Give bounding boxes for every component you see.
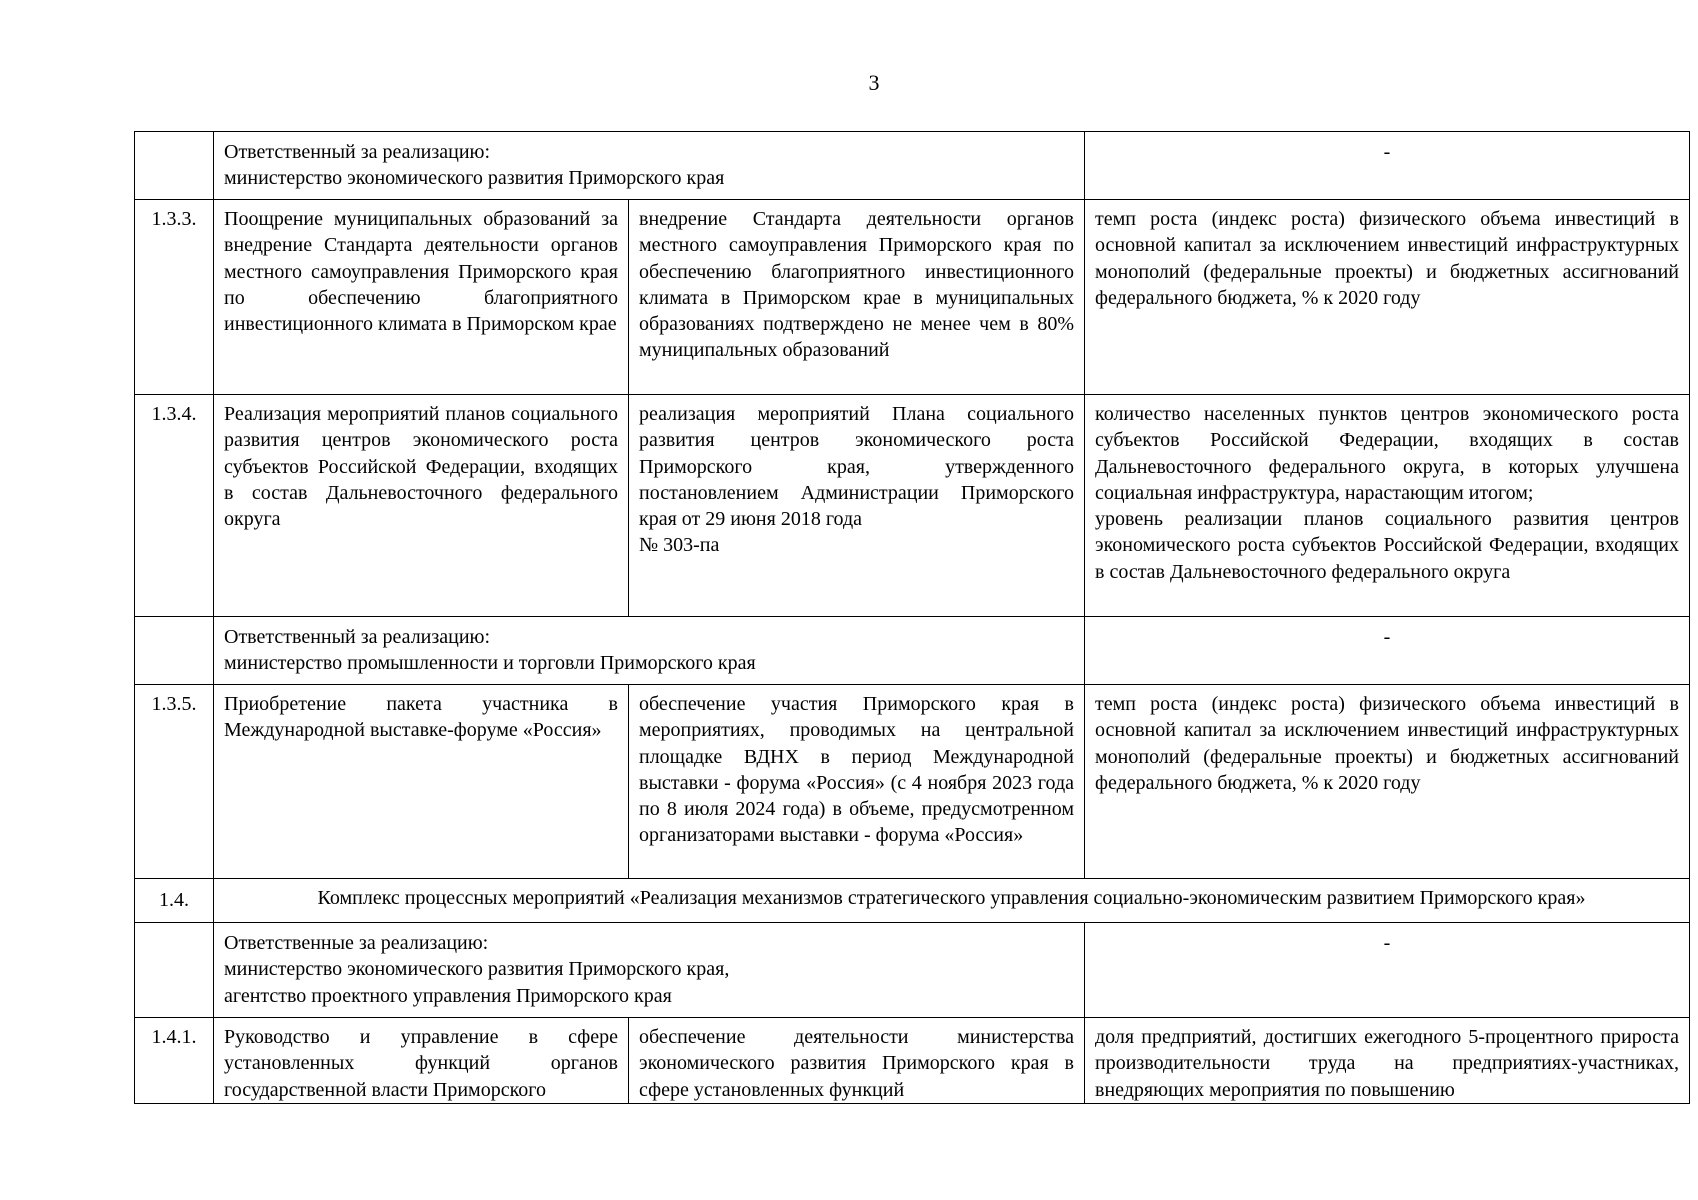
responsible-row xyxy=(135,923,1690,1018)
item-number: 1.3.4. xyxy=(135,395,214,617)
number-cell-empty xyxy=(135,132,214,200)
item-number: 1.3.5. xyxy=(135,685,214,879)
section-row xyxy=(135,879,1690,923)
responsible-cell xyxy=(214,617,1085,685)
number-cell-empty xyxy=(135,617,214,685)
result-decree-number: № 303-па xyxy=(639,534,720,557)
section-title: Комплекс процессных мероприятий «Реализация механизмов стратегического управления социально-экономическим развитием Приморского края» xyxy=(214,879,1690,923)
result-cell: обеспечение деятельности министерства экономического развития Приморского края в сфере установленных функций xyxy=(629,1018,1085,1104)
indicator-text-2: уровень реализации планов социального развития центров экономического роста субъектов Российской Федерации, входящих в состав Дальневосточного федерального округа xyxy=(1095,508,1679,583)
indicator-text-1: количество населенных пунктов центров экономического роста субъектов Российской Федерации, входящих в состав Дальневосточного федерального округа, в которых улучшена социальная инфраструктура, нарастающим итогом; xyxy=(1095,403,1679,504)
responsible-label: Ответственный за реализацию: xyxy=(224,626,491,648)
indicator-dash: - xyxy=(1085,132,1690,200)
activity-cell: Приобретение пакета участника в Международной выставке-форуме «Россия» xyxy=(214,685,629,879)
responsible-org: министерство промышленности и торговли Приморского края xyxy=(224,652,756,675)
table-row xyxy=(135,685,1690,879)
responsible-org: агентство проектного управления Приморского края xyxy=(224,984,672,1007)
section-number: 1.4. xyxy=(135,879,214,923)
result-cell xyxy=(629,395,1085,617)
indicator-cell: доля предприятий, достигших ежегодного 5-процентного прироста производительности труда на предприятиях-участниках, внедряющих мероприятия по повышению xyxy=(1085,1018,1690,1104)
result-text: реализация мероприятий Плана социального развития центров экономического роста Приморского края, утвержденного постановлением Администрации Приморского края от 29 июня 2018 года xyxy=(639,403,1074,531)
indicator-cell xyxy=(1085,395,1690,617)
program-table xyxy=(134,131,1690,1104)
responsible-org: министерство экономического развития Приморского края, xyxy=(224,958,730,981)
responsible-label: Ответственные за реализацию: xyxy=(224,932,489,954)
indicator-dash: - xyxy=(1085,617,1690,685)
indicator-cell: темп роста (индекс роста) физического объема инвестиций в основной капитал за исключением инвестиций инфраструктурных монополий (федеральные проекты) и бюджетных ассигнований федерального бюджета, % к 2020 году xyxy=(1085,200,1690,395)
item-number: 1.4.1. xyxy=(135,1018,214,1104)
indicator-dash: - xyxy=(1085,923,1690,1018)
number-cell-empty xyxy=(135,923,214,1018)
responsible-row xyxy=(135,132,1690,200)
result-cell: внедрение Стандарта деятельности органов местного самоуправления Приморского края по обеспечению благоприятного инвестиционного климата в Приморском крае в муниципальных образованиях подтверждено не менее чем в 80% муниципальных образований xyxy=(629,200,1085,395)
table-row xyxy=(135,200,1690,395)
responsible-cell xyxy=(214,132,1085,200)
result-cell: обеспечение участия Приморского края в мероприятиях, проводимых на центральной площадке ВДНХ в период Международной выставки - форума «Россия» (с 4 ноября 2023 года по 8 июля 2024 года) в объеме, предусмотренном организаторами выставки - форума «Россия» xyxy=(629,685,1085,879)
responsible-label: Ответственный за реализацию: xyxy=(224,141,491,163)
table-row xyxy=(135,1018,1690,1104)
responsible-row xyxy=(135,617,1690,685)
activity-cell: Поощрение муниципальных образований за внедрение Стандарта деятельности органов местного самоуправления Приморского края по обеспечению благоприятного инвестиционного климата в Приморском крае xyxy=(214,200,629,395)
table-row xyxy=(135,395,1690,617)
page-number: 3 xyxy=(868,70,880,95)
item-number: 1.3.3. xyxy=(135,200,214,395)
activity-cell: Реализация мероприятий планов социального развития центров экономического роста субъектов Российской Федерации, входящих в состав Дальневосточного федерального округа xyxy=(214,395,629,617)
responsible-org: министерство экономического развития Приморского края xyxy=(224,167,725,190)
activity-cell: Руководство и управление в сфере установленных функций органов государственной власти Приморского xyxy=(214,1018,629,1104)
responsible-cell xyxy=(214,923,1085,1018)
indicator-cell: темп роста (индекс роста) физического объема инвестиций в основной капитал за исключением инвестиций инфраструктурных монополий (федеральные проекты) и бюджетных ассигнований федерального бюджета, % к 2020 году xyxy=(1085,685,1690,879)
